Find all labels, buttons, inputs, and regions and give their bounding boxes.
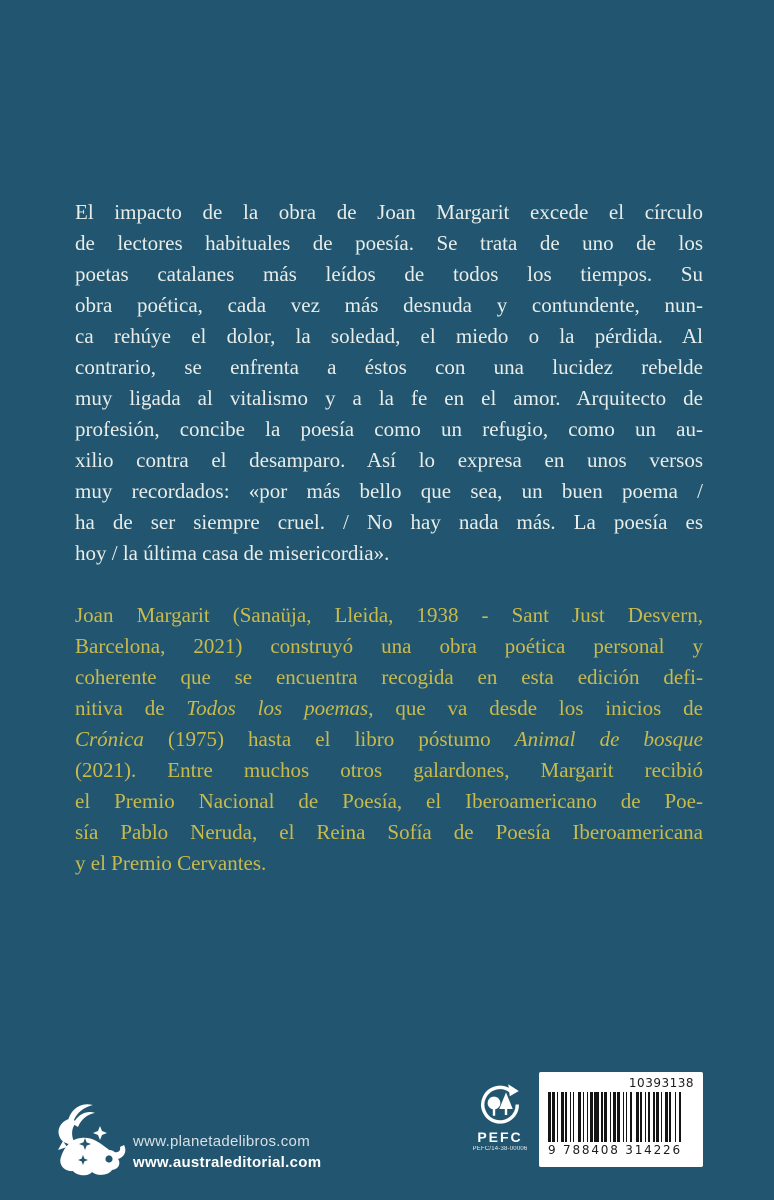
text-line: xilio contra el desamparo. Así lo expresa en unos versos [75, 448, 703, 472]
text-line: profesión, concibe la poesía como un refugio, como un au- [75, 417, 703, 441]
author-bio-paragraph [75, 600, 703, 879]
barcode-isbn-digits: 9 788408 314226 [548, 1143, 682, 1157]
text-line: contrario, se enfrenta a éstos con una lucidez rebelde [75, 355, 703, 379]
text-line: muy recordados: «por más bello que sea, un buen poema / [75, 479, 703, 503]
text-line: Barcelona, 2021) construyó una obra poética personal y [75, 634, 703, 658]
text-line: poetas catalanes más leídos de todos los tiempos. Su [75, 262, 703, 286]
text-line: Joan Margarit (Sanaüja, Lleida, 1938 - Sant Just Desvern, [75, 603, 703, 627]
text-line: (2021). Entre muchos otros galardones, Margarit recibió [75, 758, 703, 782]
pefc-logo-icon [476, 1084, 524, 1128]
barcode-panel [539, 1072, 703, 1167]
text-line: el Premio Nacional de Poesía, el Iberoamericano de Poe- [75, 789, 703, 813]
pefc-logo [456, 1084, 544, 1152]
australeditorial-url: www.australeditorial.com [133, 1154, 322, 1171]
publisher-urls [133, 1134, 321, 1170]
text-line: ha de ser siempre cruel. / No hay nada más. La poesía es [75, 510, 703, 534]
text-line: coherente que se encuentra recogida en esta edición defi- [75, 665, 703, 689]
planetadelibros-url: www.planetadelibros.com [133, 1133, 310, 1150]
pefc-label: PEFC [477, 1129, 523, 1145]
text-line: obra poética, cada vez más desnuda y contundente, nun- [75, 293, 703, 317]
text-line: muy ligada al vitalismo y a la fe en el amor. Arquitecto de [75, 386, 703, 410]
ean13-barcode [548, 1092, 694, 1142]
barcode-top-number: 10393138 [628, 1076, 694, 1090]
text-line: de lectores habituales de poesía. Se trata de uno de los [75, 231, 703, 255]
text-line: Crónica (1975) hasta el libro póstumo Animal de bosque [75, 727, 703, 751]
text-line: y el Premio Cervantes. [75, 851, 267, 875]
text-line: hoy / la última casa de misericordia». [75, 541, 390, 565]
text-line: El impacto de la obra de Joan Margarit excede el círculo [75, 200, 703, 224]
text-line: nitiva de Todos los poemas, que va desde los inicios de [75, 696, 703, 720]
text-line: ca rehúye el dolor, la soledad, el miedo o la pérdida. Al [75, 324, 703, 348]
text-line: sía Pablo Neruda, el Reina Sofía de Poesía Iberoamericana [75, 820, 703, 844]
pefc-cert-number: PEFC/14-38-00006 [472, 1146, 528, 1152]
blurb-paragraph [75, 197, 703, 569]
planeta-goat-logo [42, 1096, 132, 1188]
